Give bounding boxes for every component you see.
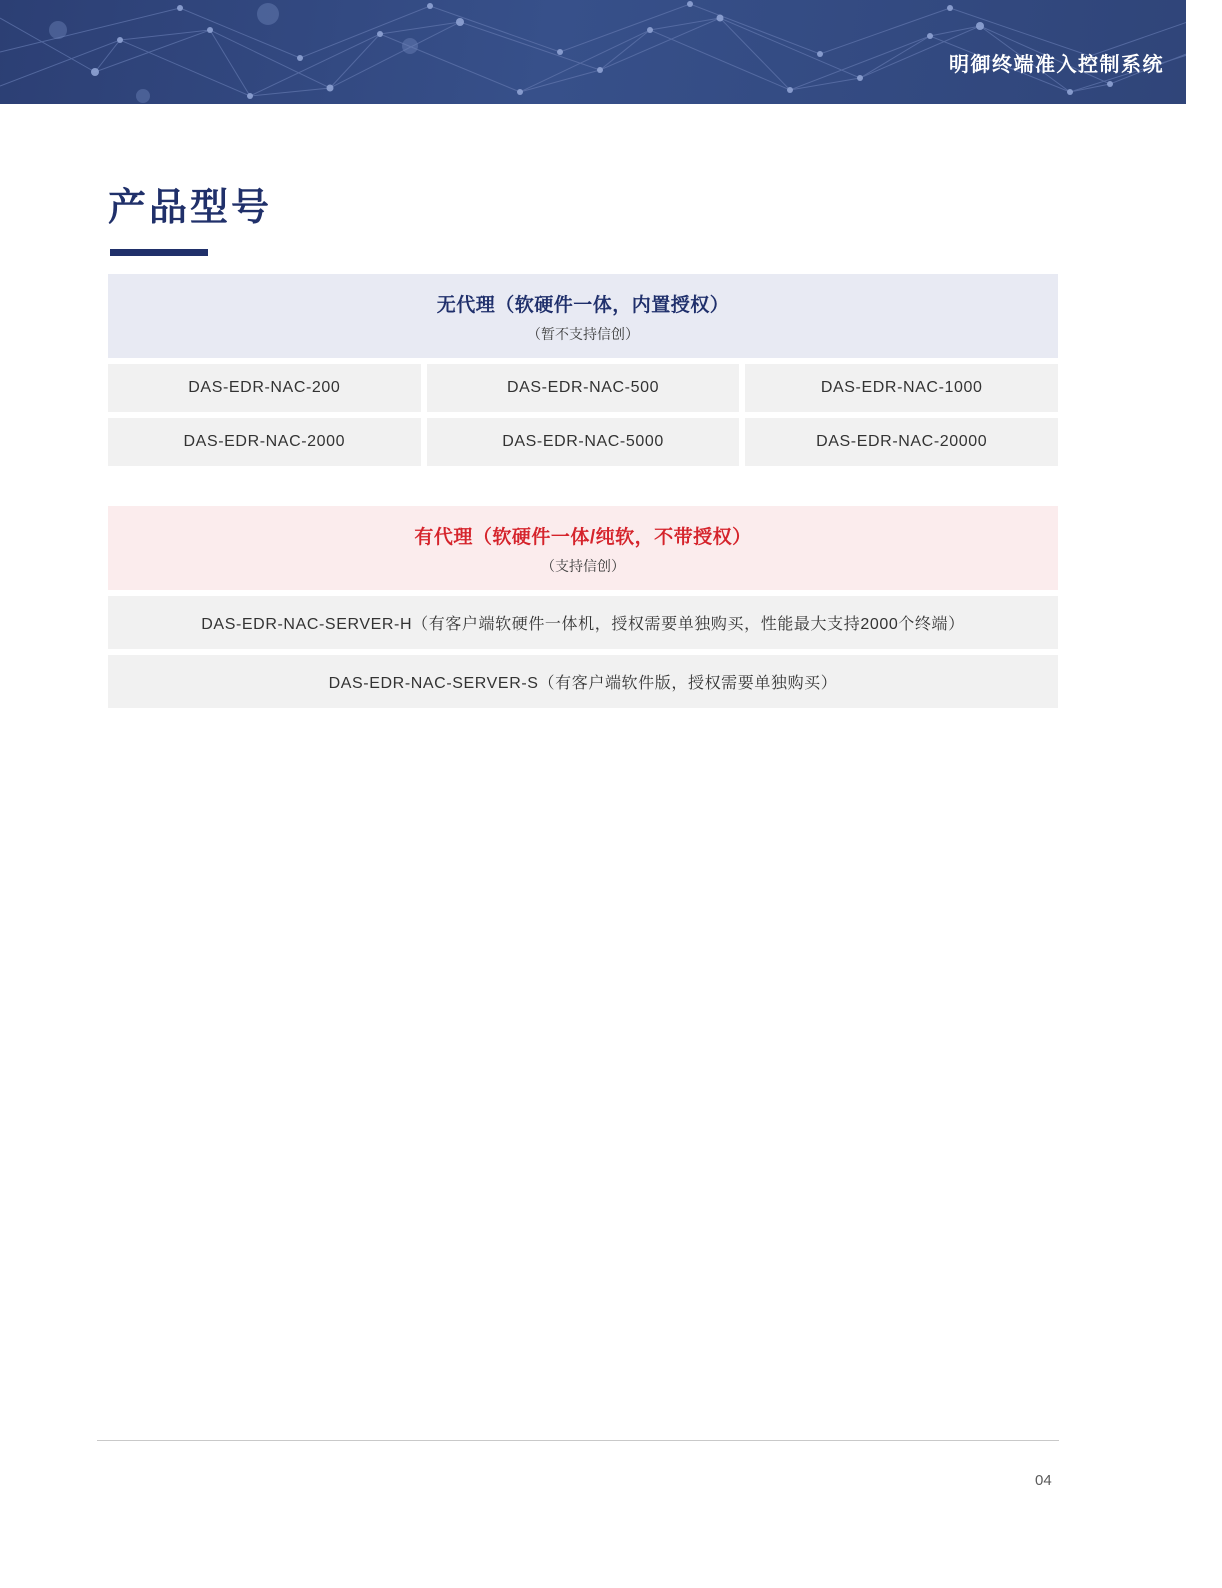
page-header	[0, 0, 1222, 104]
table-row	[108, 596, 1058, 649]
table-header-with-agent	[108, 506, 1058, 590]
page-title: 产品型号	[108, 187, 273, 229]
model-cell: DAS-EDR-NAC-2000	[108, 418, 421, 466]
table-header-title: 无代理（软硬件一体，内置授权）	[436, 295, 730, 316]
table-header-subtitle: （支持信创）	[541, 558, 625, 574]
table-header-subtitle: （暂不支持信创）	[527, 326, 639, 342]
model-cell: DAS-EDR-NAC-20000	[745, 418, 1058, 466]
model-cell: DAS-EDR-NAC-1000	[745, 364, 1058, 412]
model-cell: DAS-EDR-NAC-SERVER-S（有客户端软件版，授权需要单独购买）	[108, 655, 1058, 708]
model-cell: DAS-EDR-NAC-SERVER-H（有客户端软硬件一体机，授权需要单独购买，性能最大支持2000个终端）	[108, 596, 1058, 649]
table-row	[108, 364, 1058, 412]
table-spacer	[108, 466, 1058, 506]
title-underline	[110, 249, 208, 256]
table-header-no-agent	[108, 274, 1058, 358]
footer-divider	[97, 1440, 1059, 1441]
model-cell: DAS-EDR-NAC-500	[427, 364, 740, 412]
product-table-with-agent	[108, 506, 1058, 708]
product-model-tables	[108, 274, 1058, 708]
product-table-no-agent	[108, 274, 1058, 466]
header-title: 明御终端准入控制系统	[949, 54, 1164, 76]
model-cell: DAS-EDR-NAC-200	[108, 364, 421, 412]
table-row	[108, 655, 1058, 708]
table-row	[108, 418, 1058, 466]
page-number: 04	[1035, 1472, 1052, 1489]
table-header-title: 有代理（软硬件一体/纯软，不带授权）	[414, 527, 752, 548]
header-right-spacer	[1186, 0, 1222, 104]
model-cell: DAS-EDR-NAC-5000	[427, 418, 740, 466]
